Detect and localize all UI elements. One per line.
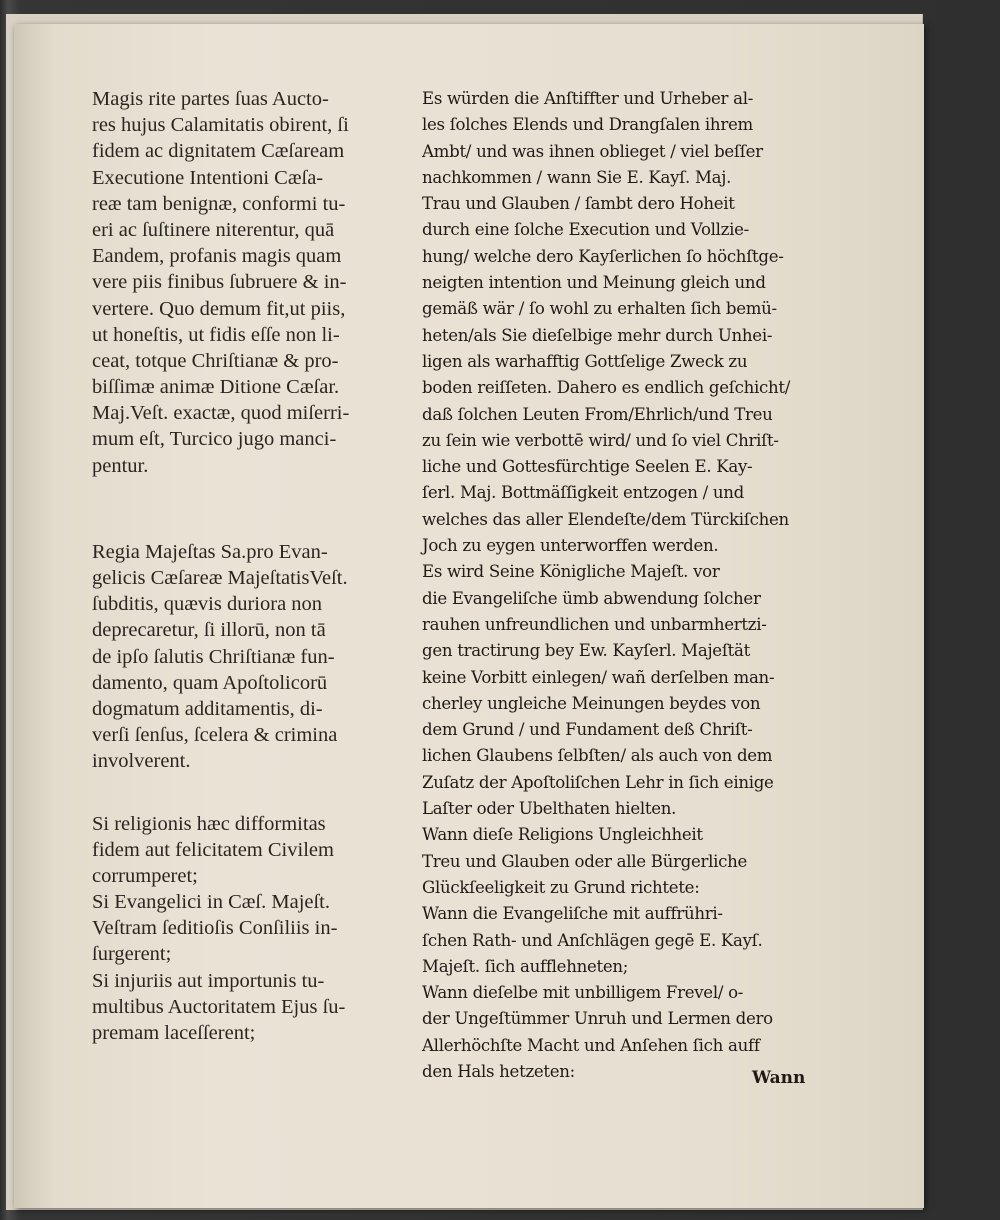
text-line: heten/als Sie dieſelbige mehr durch Unhei-	[422, 325, 773, 345]
text-line: durch eine ſolche Execution und Vollzie-	[422, 220, 749, 240]
text-line: liche und Gottesfürchtige Seelen E. Kay-	[422, 457, 753, 477]
text-line: corrumperet;	[92, 864, 198, 887]
latin-column	[92, 86, 412, 1046]
catchword: Wann	[752, 1068, 806, 1088]
text-line: welches das aller Elendeſte/dem Türckiſchen	[422, 509, 789, 529]
text-line: Magis rite partes ſuas Aucto-	[92, 88, 329, 110]
text-line: lichen Glaubens ſelbſten/ als auch von dem	[422, 746, 773, 766]
text-line: ligen als warhafftig Gottſelige Zweck zu	[422, 351, 748, 371]
text-line: Joch zu eygen unterworffen werden.	[422, 536, 719, 556]
text-line: ſchen Rath- und Anſchlägen gegē E. Kayſ.	[422, 930, 763, 950]
text-line: Wann dieſelbe mit unbilligem Frevel/ o-	[422, 983, 744, 1003]
text-line: Si religionis hæc difformitas	[92, 812, 326, 835]
latin-paragraph-3	[92, 811, 412, 1047]
text-line: Zuſatz der Apoſtoliſchen Lehr in ſich einige	[422, 772, 774, 792]
text-line: Allerhöchſte Macht und Anſehen ſich auff	[422, 1035, 760, 1055]
text-line: den Hals hetzeten:	[422, 1061, 575, 1081]
text-line: de ipſo ſalutis Chriſtianæ fun-	[92, 645, 335, 668]
text-line: Si injuriis aut importunis tu-	[92, 969, 325, 992]
text-line: Es wird Seine Königliche Majeſt. vor	[422, 562, 720, 582]
text-line: les ſolches Elends und Drangſalen ihrem	[422, 115, 753, 135]
german-paragraph-3	[422, 822, 818, 1085]
text-line: ut honeſtis, ut fidis eſſe non li-	[92, 323, 340, 346]
text-line: res hujus Calamitatis obirent, ſi	[92, 114, 349, 137]
text-line: Treu und Glauben oder alle Bürgerliche	[422, 851, 748, 871]
text-line: Veſtram ſeditioſis Conſiliis in-	[92, 917, 338, 940]
text-line: mum eſt, Turcico jugo manci-	[92, 428, 337, 451]
latin-paragraph-1	[92, 86, 412, 479]
text-line: gemäß wär / ſo wohl zu erhalten ſich bemü-	[422, 299, 777, 319]
text-line: ſubditis, quævis duriora non	[92, 593, 323, 616]
text-line: deprecaretur, ſi illorū, non tā	[92, 619, 326, 642]
text-line: ceat, totque Chriſtianæ & pro-	[92, 349, 339, 372]
text-line: dogmatum additamentis, di-	[92, 697, 323, 720]
text-line: vere piis finibus ſubruere & in-	[92, 271, 347, 294]
german-column	[422, 86, 818, 1085]
text-line: pentur.	[92, 454, 149, 477]
text-line: verſi ſenſus, ſcelera & crimina	[92, 724, 338, 747]
text-line: hung/ welche dero Kayſerlichen ſo höchſtge-	[422, 246, 784, 266]
text-line: boden reiſſeten. Dahero es endlich geſchicht/	[422, 378, 791, 398]
text-line: Trau und Glauben / ſambt dero Hoheit	[422, 194, 735, 214]
text-line: Laſter oder Ubelthaten hielten.	[422, 799, 677, 819]
book-page	[14, 24, 924, 1208]
text-line: Si Evangelici in Cæſ. Majeſt.	[92, 891, 331, 914]
text-line: cherley ungleiche Meinungen beydes von	[422, 693, 761, 713]
text-line: Wann die Evangeliſche mit auffrühri-	[422, 904, 723, 924]
text-line: multibus Auctoritatem Ejus ſu-	[92, 995, 346, 1018]
text-line: ſurgerent;	[92, 943, 172, 966]
text-line: Ambt/ und was ihnen oblieget / viel beſſer	[422, 141, 763, 161]
text-line: keine Vorbitt einlegen/ wañ derſelben man-	[422, 667, 775, 687]
german-paragraph-1	[422, 86, 818, 559]
text-line: damento, quam Apoſtolicorū	[92, 671, 328, 694]
text-line: eri ac ſuſtinere niterentur, quā	[92, 218, 335, 241]
text-line: Es würden die Anſtiffter und Urheber al-	[422, 89, 754, 108]
latin-paragraph-2	[92, 539, 412, 775]
text-line: gelicis Cæſareæ MajeſtatisVeſt.	[92, 567, 348, 589]
text-line: nachkommen / wann Sie E. Kayſ. Maj.	[422, 167, 732, 187]
text-line: daß ſolchen Leuten From/Ehrlich/und Treu	[422, 404, 773, 424]
text-line: premam laceſſerent;	[92, 1022, 256, 1044]
text-line: ſerl. Maj. Bottmäſſigkeit entzogen / und	[422, 483, 744, 503]
text-line: Majeſt. ſich aufflehneten;	[422, 956, 629, 976]
german-paragraph-2	[422, 559, 818, 822]
text-line: fidem aut felicitatem Civilem	[92, 838, 334, 861]
text-line: involverent.	[92, 750, 191, 773]
text-line: neigten intention und Meinung gleich und	[422, 273, 766, 293]
text-line: Regia Majeſtas Sa.pro Evan-	[92, 540, 328, 563]
text-line: der Ungeſtümmer Unruh und Lermen dero	[422, 1009, 773, 1029]
text-line: die Evangeliſche ümb abwendung ſolcher	[422, 588, 761, 608]
text-line: gen tractirung bey Ew. Kayſerl. Majeſtät	[422, 641, 750, 661]
text-line: biſſimæ animæ Ditione Cæſar.	[92, 376, 340, 399]
text-line: rauhen unfreundlichen und unbarmhertzi-	[422, 614, 767, 634]
text-line: Eandem, profanis magis quam	[92, 245, 342, 268]
text-line: Executione Intentioni Cæſa-	[92, 166, 324, 189]
text-line: vertere. Quo demum fit,ut piis,	[92, 297, 346, 320]
text-line: dem Grund / und Fundament deß Chriſt-	[422, 720, 753, 740]
text-line: Wann dieſe Religions Ungleichheit	[422, 825, 703, 845]
text-line: zu ſein wie verbottē wird/ und ſo viel Chriſt-	[422, 430, 779, 450]
text-line: fidem ac dignitatem Cæſaream	[92, 140, 345, 163]
text-line: Glückſeeligkeit zu Grund richtete:	[422, 877, 700, 897]
text-line: reæ tam benignæ, conformi tu-	[92, 192, 346, 215]
text-line: Maj.Veſt. exactæ, quod miſerri-	[92, 402, 350, 425]
